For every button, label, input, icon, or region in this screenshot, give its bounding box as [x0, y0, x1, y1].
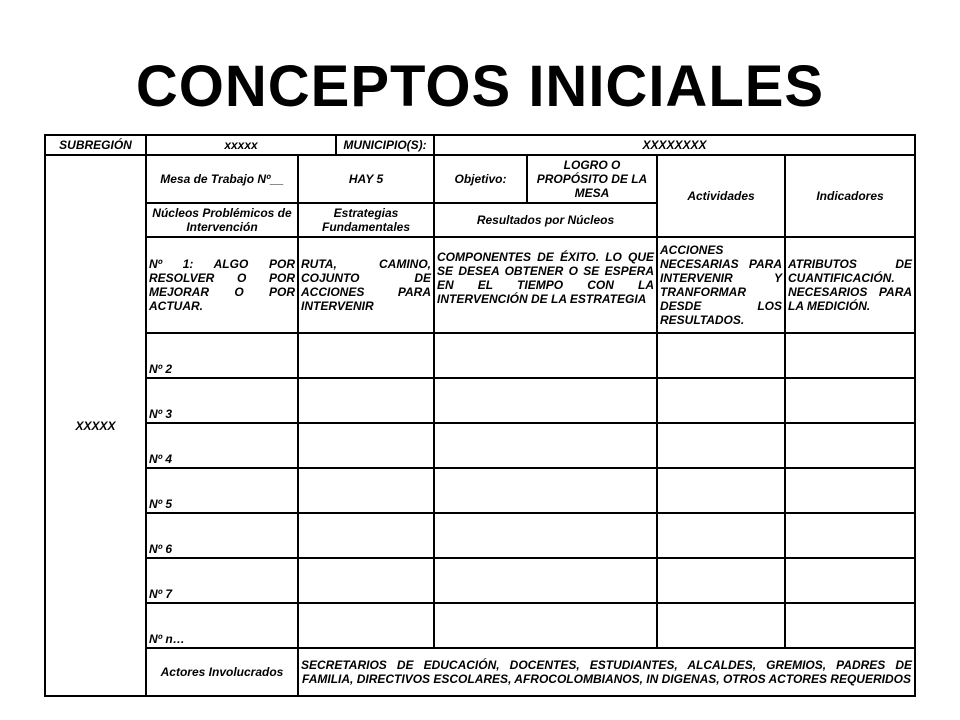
municipio-label: MUNICIPIO(S): [336, 135, 434, 155]
table-cell [298, 558, 434, 603]
table-cell [785, 423, 915, 468]
left-value: XXXXX [45, 155, 146, 696]
estrategias-header: Estrategias Fundamentales [298, 203, 434, 237]
row-label: Nº 2 [146, 333, 298, 378]
table-row [45, 468, 915, 513]
table-row [45, 558, 915, 603]
table-cell [657, 423, 785, 468]
actores-label: Actores Involucrados [146, 648, 298, 696]
table-cell [657, 378, 785, 423]
municipio-value: XXXXXXXX [434, 135, 915, 155]
table-cell [434, 378, 657, 423]
table-cell [434, 513, 657, 558]
hay-label: HAY 5 [298, 155, 434, 203]
table-cell [657, 513, 785, 558]
table-cell [434, 558, 657, 603]
indicador-1: ATRIBUTOS DE CUANTIFICACIÓN. NECESARIOS PARA LA MEDICIÓN. [785, 237, 915, 333]
table-cell [434, 333, 657, 378]
nucleos-header: Núcleos Problémicos de Intervención [146, 203, 298, 237]
table-cell [785, 378, 915, 423]
row-label: Nº 4 [146, 423, 298, 468]
actores-value: SECRETARIOS DE EDUCACIÓN, DOCENTES, ESTUDIANTES, ALCALDES, GREMIOS, PADRES DE FAMILIA, DIRECTIVOS ESCOLARES, AFROCOLOMBIANOS, IN DIGENAS, OTROS ACTORES REQUERIDOS [298, 648, 915, 696]
row-label: Nº n… [146, 603, 298, 648]
actividad-1: ACCIONES NECESARIAS PARA INTERVENIR Y TRANFORMAR DESDE LOS RESULTADOS. [657, 237, 785, 333]
table-row [45, 513, 915, 558]
table-cell [657, 603, 785, 648]
table-cell [657, 468, 785, 513]
table-row [45, 423, 915, 468]
table-cell [298, 513, 434, 558]
header-row [45, 135, 915, 155]
objetivo-label: Objetivo: [434, 155, 527, 203]
mesa-label: Mesa de Trabajo Nº__ [146, 155, 298, 203]
table-cell [785, 333, 915, 378]
estrategia-1: RUTA, CAMINO, COJUNTO DE ACCIONES PARA INTERVENIR [298, 237, 434, 333]
indicadores-header: Indicadores [785, 155, 915, 237]
table-cell [434, 423, 657, 468]
nucleo-1: Nº 1: ALGO POR RESOLVER O POR MEJORAR O POR ACTUAR. [146, 237, 298, 333]
table-row [45, 603, 915, 648]
logro-label: LOGRO O PROPÓSITO DE LA MESA [527, 155, 657, 203]
subregion-value: xxxxx [146, 135, 336, 155]
table-row [45, 333, 915, 378]
table-cell [785, 468, 915, 513]
row-label: Nº 3 [146, 378, 298, 423]
row-label: Nº 5 [146, 468, 298, 513]
table-cell [785, 513, 915, 558]
table-cell [298, 333, 434, 378]
actividades-header: Actividades [657, 155, 785, 237]
resultado-1: COMPONENTES DE ÉXITO. LO QUE SE DESEA OBTENER O SE ESPERA EN EL TIEMPO CON LA INTERVENCIÓN DE LA ESTRATEGIA [434, 237, 657, 333]
table-cell [785, 603, 915, 648]
table-cell [434, 468, 657, 513]
table-cell [785, 558, 915, 603]
page-title: CONCEPTOS INICIALES [135, 54, 825, 119]
row-label: Nº 6 [146, 513, 298, 558]
table-cell [298, 423, 434, 468]
table-cell [298, 468, 434, 513]
table-row [45, 378, 915, 423]
row-label: Nº 7 [146, 558, 298, 603]
actores-row [45, 648, 915, 696]
resultados-header: Resultados por Núcleos [434, 203, 657, 237]
table-cell [298, 603, 434, 648]
planning-table [44, 134, 916, 697]
mesa-row [45, 155, 915, 203]
table-cell [657, 558, 785, 603]
table-cell [657, 333, 785, 378]
table-cell [434, 603, 657, 648]
subregion-label: SUBREGIÓN [45, 135, 146, 155]
table-cell [298, 378, 434, 423]
first-content-row [45, 237, 915, 333]
